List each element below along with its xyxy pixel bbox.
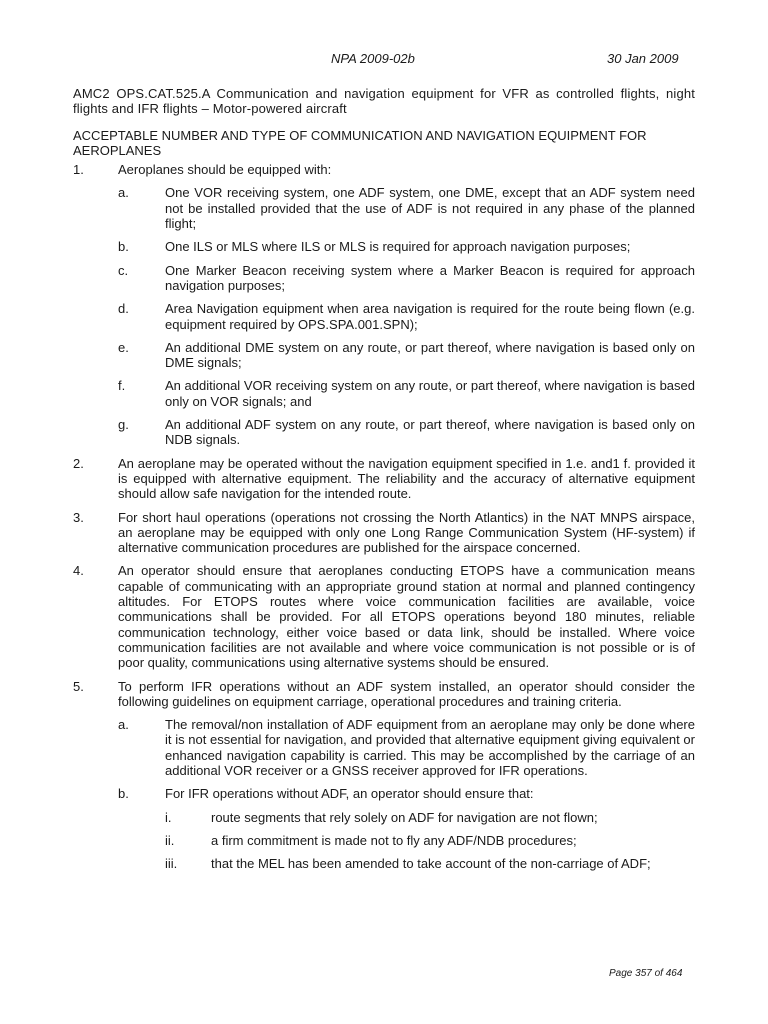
sub-item <box>118 717 695 778</box>
sub-item-letter: g. <box>118 417 129 433</box>
list-item <box>73 679 695 872</box>
section-heading: AMC2 OPS.CAT.525.A Communication and navigation equipment for VFR as controlled flights, night flights and IFR flights – Motor-powered aircraft <box>73 86 695 117</box>
item-text: Aeroplanes should be equipped with: <box>118 162 332 178</box>
doc-date: 30 Jan 2009 <box>607 51 679 66</box>
section-subheading: ACCEPTABLE NUMBER AND TYPE OF COMMUNICATION AND NAVIGATION EQUIPMENT FOR AEROPLANES <box>73 127 647 158</box>
item-number: 1. <box>73 162 84 178</box>
item-number: 3. <box>73 509 84 525</box>
sub-item <box>118 378 695 409</box>
sub-item-letter: e. <box>118 339 129 355</box>
item-number: 5. <box>73 678 84 694</box>
sub-item <box>118 417 695 448</box>
document-body <box>73 86 695 879</box>
list-item <box>73 162 695 447</box>
list-item <box>73 456 695 502</box>
sub-item-text: An additional DME system on any route, or part thereof, where navigation is based only on DME signals; <box>165 339 695 371</box>
list-item <box>73 510 695 556</box>
sub-item-text: One ILS or MLS where ILS or MLS is required for approach navigation purposes; <box>165 239 631 255</box>
sub-item-text: For IFR operations without ADF, an operator should ensure that: <box>165 786 534 802</box>
sub-item-letter: c. <box>118 262 129 278</box>
sub-item <box>118 185 695 231</box>
item-text: An operator should ensure that aeroplanes conducting ETOPS have a communication means capable of communicating with an appropriate ground station at normal and planned contingency altitudes. For ETOPS routes where voice communication facilities are available, voice communications shall be provided. For all ETOPS operations beyond 180 minutes, reliable communication technology, either voice based or data link, should be installed. Where voice communication facilities are not available and where voice communication is not possible or is of poor quality, communications using alternative systems should be ensured. <box>118 563 695 671</box>
sub-item <box>118 340 695 371</box>
sub-sub-item-numeral: i. <box>165 809 172 825</box>
sub-sub-item <box>165 833 695 848</box>
sub-item-letter: b. <box>118 239 129 255</box>
item-number: 4. <box>73 563 84 579</box>
sub-item-text: One VOR receiving system, one ADF system, one DME, except that an ADF system need not be installed provided that the use of ADF is not required in any phase of the planned flight; <box>165 185 695 232</box>
sub-sub-item-text: a firm commitment is made not to fly any ADF/NDB procedures; <box>211 832 577 848</box>
item-text: To perform IFR operations without an ADF system installed, an operator should consider the following guidelines on equipment carriage, operational procedures and training criteria. <box>118 678 695 709</box>
sub-item-letter: d. <box>118 301 129 317</box>
sub-item-text: An additional ADF system on any route, or part thereof, where navigation is based only on NDB signals. <box>165 417 695 448</box>
sub-item-letter: b. <box>118 786 129 802</box>
sub-item <box>118 301 695 332</box>
sub-sub-item-numeral: iii. <box>165 856 178 872</box>
sub-item-text: Area Navigation equipment when area navigation is required for the route being flown (e.g. equipment required by OPS.SPA.001.SPN); <box>165 301 695 332</box>
sub-item <box>118 786 695 871</box>
page-number: Page 357 of 464 <box>609 968 683 979</box>
sub-item-letter: a. <box>118 717 129 733</box>
item-text: An aeroplane may be operated without the navigation equipment specified in 1.e. and1 f. provided it is equipped with alternative equipment. The reliability and the accuracy of alternative equipment should allow safe navigation for the intended route. <box>118 455 695 502</box>
sub-item-text: An additional VOR receiving system on any route, or part thereof, where navigation is based only on VOR signals; and <box>165 378 695 409</box>
list-item <box>73 563 695 670</box>
sub-item-text: The removal/non installation of ADF equipment from an aeroplane may only be done where it is not essential for navigation, and provided that alternative equipment giving equivalent or enhanced navigation capability is carried. This may be accomplished by the carriage of an additional VOR receiver or a GNSS receiver approved for IFR operations. <box>165 717 695 778</box>
page-header <box>0 51 768 67</box>
item-number: 2. <box>73 455 84 471</box>
sub-item <box>118 263 695 294</box>
sub-sub-item <box>165 810 695 825</box>
sub-sub-item-text: route segments that rely solely on ADF for navigation are not flown; <box>211 809 598 825</box>
sub-sub-item-text: that the MEL has been amended to take account of the non-carriage of ADF; <box>211 856 651 872</box>
doc-id: NPA 2009-02b <box>331 51 415 66</box>
item-text: For short haul operations (operations not crossing the North Atlantics) in the NAT MNPS airspace, an aeroplane may be equipped with only one Long Range Communication System (HF-system) if alternative communication procedures are published for the airspace concerned. <box>118 509 695 556</box>
sub-item-text: One Marker Beacon receiving system where a Marker Beacon is required for approach navigation purposes; <box>165 262 695 293</box>
sub-sub-item-numeral: ii. <box>165 832 175 848</box>
sub-item <box>118 239 695 254</box>
sub-sub-item <box>165 856 695 871</box>
sub-item-letter: f. <box>118 378 126 394</box>
sub-item-letter: a. <box>118 185 129 201</box>
